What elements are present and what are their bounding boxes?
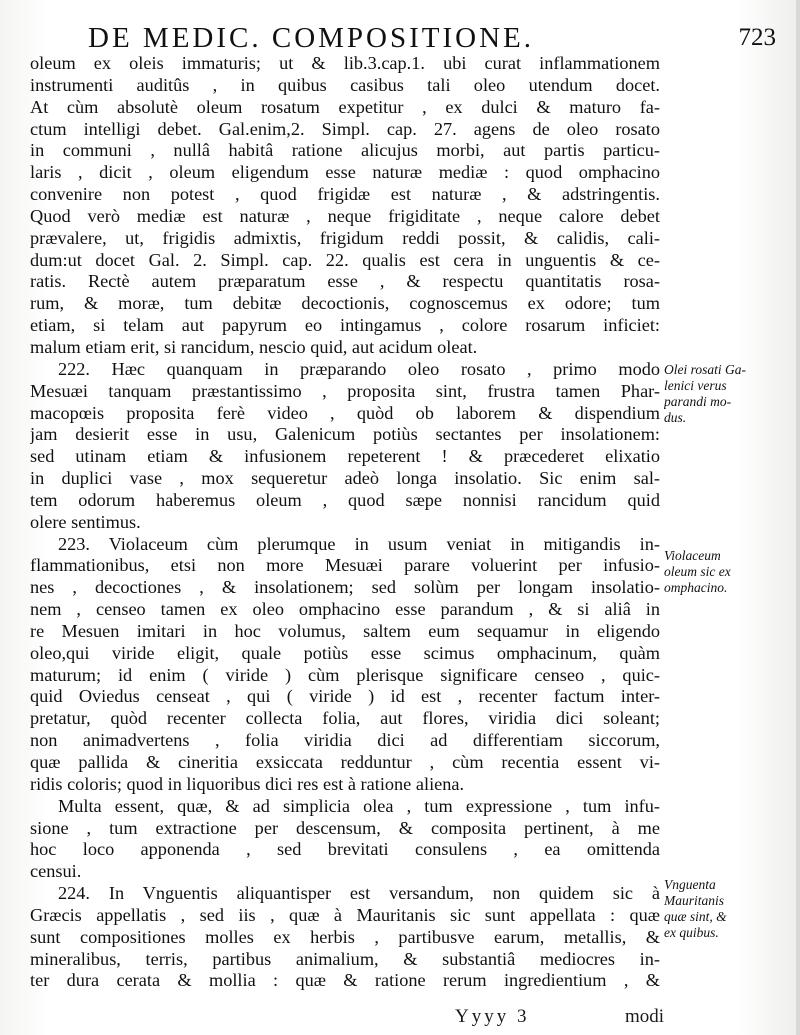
text-line: Mesuæi tanquam præstantissimo , proposita sint, frustra tamen Phar- [30, 380, 660, 401]
text-line: Græcis appellatis , sed iis , quæ à Mauritanis sic sunt appellata : quæ [30, 904, 660, 925]
text-line: maturum; id enim ( viride ) cùm plerisque significare censeo , quic- [30, 664, 660, 685]
text-line: ridis coloris; quod in liquoribus dici res est à ratione aliena. [30, 773, 465, 794]
margin-note-line: lenici verus [664, 378, 727, 393]
text-line: non animadvertens , folia viridia dici ad differentiam siccorum, [30, 730, 660, 751]
margin-note-line: Vnguenta [664, 877, 716, 892]
main-text-column [30, 53, 660, 992]
text-line: pretatur, quòd recenter collecta folia, aut flores, viridia dici soleant; [30, 708, 660, 729]
text-line: flammationibus, etsi non more Mesuæi parare voluerint per infusio- [30, 555, 660, 576]
page-title: DE MEDIC. COMPOSITIONE. [88, 22, 534, 54]
margin-note-line: Violaceum [664, 548, 721, 563]
margin-note-line: Olei rosati Ga- [664, 362, 746, 377]
text-line: quid Oviedus censeat , qui ( viride ) id est , recenter factum inter- [30, 686, 660, 707]
paragraph-start-222: 222. Hæc quanquam in præparando oleo rosato , primo modo [58, 358, 660, 379]
signature-mark: Yyyy 3 [455, 1006, 530, 1027]
text-line: oleum ex oleis immaturis; ut & lib.3.cap.1. ubi curat inflammationem [30, 53, 660, 73]
text-line: At cùm absolutè oleum rosatum expetitur , ex dulci & maturo fa- [30, 96, 660, 117]
text-line: prævalere, ut, frigidis admixtis, frigidum reddi possit, & calidis, cali- [30, 227, 660, 248]
margin-note-violaceum [664, 548, 790, 596]
text-line: mineralibus, terris, partibus animalium, & substantiâ mediocres in- [30, 948, 660, 969]
text-line: censui. [30, 861, 82, 882]
margin-note-line: Mauritanis [664, 893, 725, 908]
paragraph-start-multa: Multa essent, quæ, & ad simplicia olea , tum expressione , tum infu- [58, 795, 660, 816]
text-line: olere sentimus. [30, 511, 141, 532]
page-footer [30, 1006, 664, 1034]
text-line: ratis. Rectè autem præparatum esse , & respectu quantitatis rosa- [30, 271, 660, 292]
text-line: ter dura cerata & mollia : quæ & ratione rerum ingredientium , & [30, 970, 660, 991]
text-line: sunt compositiones molles ex herbis , partibusve earum, metallis, & [30, 926, 660, 947]
text-line: dum:ut docet Gal. 2. Simpl. cap. 22. qualis est cera in unguentis & ce- [30, 249, 660, 270]
margin-note-line: quæ sint, & [664, 909, 727, 924]
margin-note-line: ex quibus. [664, 925, 719, 940]
page-edge [796, 0, 800, 1035]
text-line: rum, & moræ, tum debitæ decoctionis, cognoscemus ex odore; tum [30, 293, 660, 314]
paragraph-start-223: 223. Violaceum cùm plerumque in usum veniat in mitigandis in- [58, 533, 660, 554]
text-line: hoc loco apponenda , sed brevitati consulens , ea omittenda [30, 839, 660, 860]
text-line: tem odorum haberemus oleum , quod sæpe nonnisi rancidum quid [30, 489, 660, 510]
margin-note-line: parandi mo- [664, 394, 732, 409]
margin-note-line: omphacino. [664, 580, 728, 595]
text-line: oleo,qui viride eligit, quale potiùs esse scimus omphacinum, quàm [30, 642, 660, 663]
margin-note-olei-rosati [664, 362, 790, 426]
text-line: ctum intelligi debet. Gal.enim,2. Simpl. cap. 27. agens de oleo rosato [30, 118, 660, 139]
text-line: etiam, si telam aut papyrum eo intingamus , colore rosarum inficiet: [30, 315, 660, 336]
page-number: 723 [738, 24, 776, 51]
text-line: macopœis proposita ferè video , quòd ob laborem & dispendium [30, 402, 660, 423]
text-line: convenire non potest , quod frigidæ est naturæ , & adstringentis. [30, 184, 660, 205]
text-line: quæ pallida & cineritia exsiccata redduntur , cùm recentia essent vi- [30, 752, 660, 772]
paragraph-start-224: 224. In Vnguentis aliquantisper est versandum, non quidem sic à [58, 883, 660, 904]
text-line: nes , decoctiones , & insolationem; sed solùm per longam insolatio- [30, 577, 660, 598]
text-line: sed utinam etiam & infusionem repeterent ! & præcederet elixatio [30, 446, 660, 467]
text-line: Quod verò mediæ est naturæ , neque frigiditate , neque calore debet [30, 205, 660, 226]
text-line: in communi , nullâ habitâ ratione alicujus morbi, aut partis particu- [30, 140, 660, 161]
text-line: sione , tum extractione per descensum, & composita pertinent, à me [30, 817, 660, 838]
margin-note-line: oleum sic ex [664, 564, 731, 579]
text-line: laris , dicit , oleum eligendum esse naturæ mediæ : quod omphacino [30, 162, 660, 183]
text-line: in duplici vase , mox sequeretur adeò longa insolatio. Sic enim sal- [30, 468, 660, 489]
text-line: instrumenti auditûs , in quibus casibus tali oleo utendum docet. [30, 74, 660, 95]
catchword: modi [624, 1006, 664, 1027]
text-line: malum etiam erit, si rancidum, nescio quid, aut acidum oleat. [30, 336, 478, 357]
margin-note-line: dus. [664, 410, 687, 425]
margin-note-vnguenta [664, 877, 790, 941]
text-line: jam desierit esse in usu, Galenicum potiùs sectantes per insolationem: [30, 424, 660, 445]
text-line: nem , censeo tamen ex oleo omphacino esse parandum , & si aliâ in [30, 599, 660, 620]
text-line: re Mesuen imitari in hoc volumus, saltem eum sequamur in eligendo [30, 620, 660, 641]
